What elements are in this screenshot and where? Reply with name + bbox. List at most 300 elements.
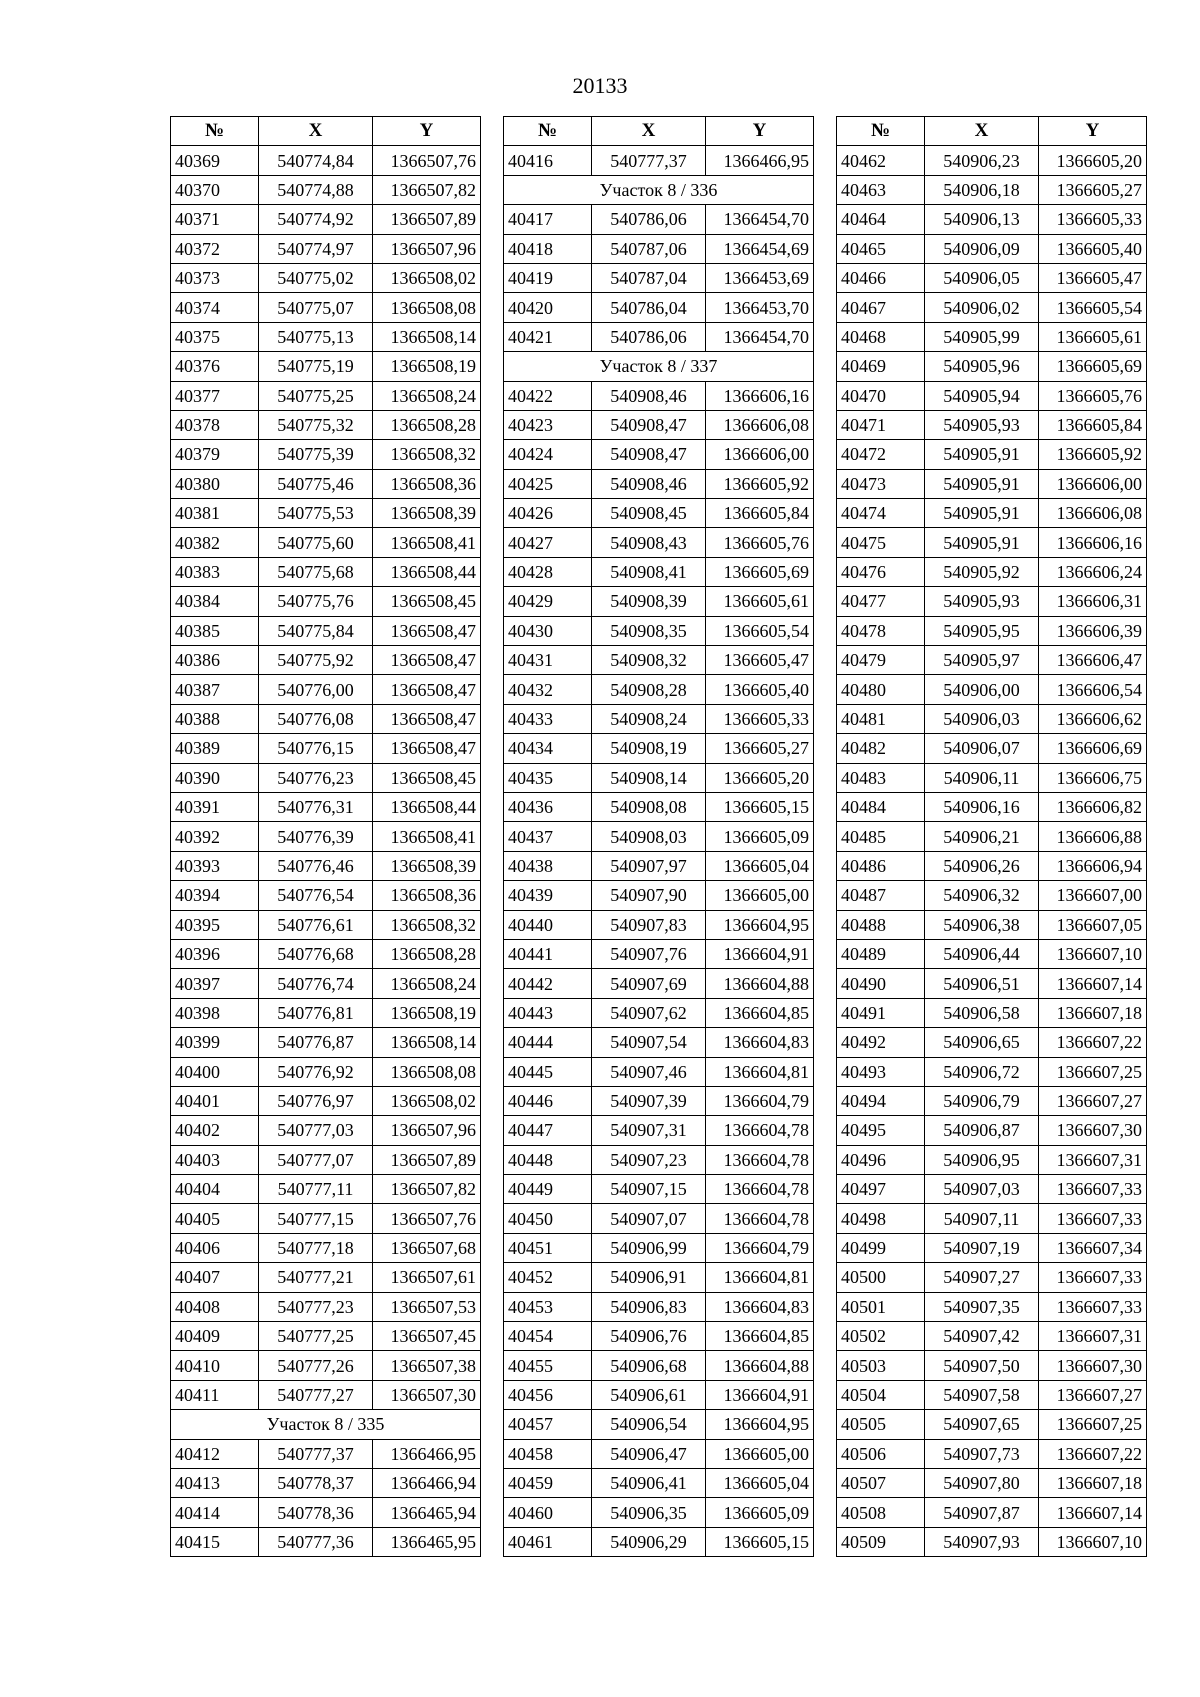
point-number-cell: 40426 (504, 499, 592, 528)
table-row (171, 616, 481, 645)
table-row (837, 1292, 1147, 1321)
table-row (171, 1292, 481, 1321)
x-coordinate-cell: 540907,50 (925, 1351, 1039, 1380)
table-row (837, 557, 1147, 586)
x-coordinate-cell: 540787,06 (592, 234, 706, 263)
y-coordinate-cell: 1366508,47 (373, 616, 481, 645)
point-number-cell: 40376 (171, 352, 259, 381)
table-row (171, 792, 481, 821)
x-coordinate-cell: 540776,54 (259, 881, 373, 910)
point-number-cell: 40387 (171, 675, 259, 704)
x-coordinate-cell: 540908,47 (592, 410, 706, 439)
table-row (837, 1028, 1147, 1057)
y-coordinate-cell: 1366508,44 (373, 792, 481, 821)
column-header-number: № (504, 117, 592, 146)
table-row (171, 763, 481, 792)
table-row (504, 881, 814, 910)
table-row (837, 822, 1147, 851)
x-coordinate-cell: 540776,39 (259, 822, 373, 851)
point-number-cell: 40505 (837, 1410, 925, 1439)
y-coordinate-cell: 1366605,33 (1039, 205, 1147, 234)
point-number-cell: 40412 (171, 1439, 259, 1468)
table-row (504, 1322, 814, 1351)
x-coordinate-cell: 540775,13 (259, 322, 373, 351)
point-number-cell: 40370 (171, 175, 259, 204)
table-row (171, 1028, 481, 1057)
y-coordinate-cell: 1366606,08 (706, 410, 814, 439)
y-coordinate-cell: 1366606,54 (1039, 675, 1147, 704)
x-coordinate-cell: 540905,99 (925, 322, 1039, 351)
point-number-cell: 40457 (504, 1410, 592, 1439)
point-number-cell: 40492 (837, 1028, 925, 1057)
x-coordinate-cell: 540907,46 (592, 1057, 706, 1086)
point-number-cell: 40371 (171, 205, 259, 234)
table-row (171, 293, 481, 322)
point-number-cell: 40373 (171, 263, 259, 292)
point-number-cell: 40445 (504, 1057, 592, 1086)
table-row (171, 381, 481, 410)
point-number-cell: 40420 (504, 293, 592, 322)
x-coordinate-cell: 540775,07 (259, 293, 373, 322)
point-number-cell: 40454 (504, 1322, 592, 1351)
y-coordinate-cell: 1366466,94 (373, 1468, 481, 1497)
x-coordinate-cell: 540908,39 (592, 587, 706, 616)
point-number-cell: 40385 (171, 616, 259, 645)
y-coordinate-cell: 1366604,81 (706, 1263, 814, 1292)
point-number-cell: 40430 (504, 616, 592, 645)
point-number-cell: 40495 (837, 1116, 925, 1145)
point-number-cell: 40409 (171, 1322, 259, 1351)
y-coordinate-cell: 1366605,47 (706, 646, 814, 675)
table-row (837, 792, 1147, 821)
y-coordinate-cell: 1366508,28 (373, 939, 481, 968)
point-number-cell: 40473 (837, 469, 925, 498)
table-row (504, 440, 814, 469)
point-number-cell: 40380 (171, 469, 259, 498)
y-coordinate-cell: 1366607,25 (1039, 1057, 1147, 1086)
point-number-cell: 40384 (171, 587, 259, 616)
y-coordinate-cell: 1366607,22 (1039, 1439, 1147, 1468)
point-number-cell: 40424 (504, 440, 592, 469)
point-number-cell: 40490 (837, 969, 925, 998)
y-coordinate-cell: 1366605,92 (706, 469, 814, 498)
x-coordinate-cell: 540907,07 (592, 1204, 706, 1233)
table-row (837, 1468, 1147, 1497)
y-coordinate-cell: 1366606,16 (1039, 528, 1147, 557)
table-header-row (171, 117, 481, 146)
x-coordinate-cell: 540906,32 (925, 881, 1039, 910)
table-row (504, 293, 814, 322)
table-row (837, 528, 1147, 557)
x-coordinate-cell: 540777,03 (259, 1116, 373, 1145)
x-coordinate-cell: 540906,83 (592, 1292, 706, 1321)
x-coordinate-cell: 540906,23 (925, 146, 1039, 175)
x-coordinate-cell: 540906,79 (925, 1086, 1039, 1115)
x-coordinate-cell: 540908,19 (592, 734, 706, 763)
table-row (171, 704, 481, 733)
y-coordinate-cell: 1366507,76 (373, 1204, 481, 1233)
point-number-cell: 40399 (171, 1028, 259, 1057)
point-number-cell: 40388 (171, 704, 259, 733)
y-coordinate-cell: 1366604,91 (706, 1380, 814, 1409)
column-header-number: № (171, 117, 259, 146)
x-coordinate-cell: 540908,45 (592, 499, 706, 528)
table-row (837, 410, 1147, 439)
table-row (504, 263, 814, 292)
y-coordinate-cell: 1366606,08 (1039, 499, 1147, 528)
y-coordinate-cell: 1366508,19 (373, 998, 481, 1027)
table-row (171, 1116, 481, 1145)
point-number-cell: 40446 (504, 1086, 592, 1115)
table-row (837, 293, 1147, 322)
y-coordinate-cell: 1366508,41 (373, 528, 481, 557)
y-coordinate-cell: 1366508,19 (373, 352, 481, 381)
column-header-x: X (592, 117, 706, 146)
y-coordinate-cell: 1366604,85 (706, 1322, 814, 1351)
section-row (171, 1410, 481, 1439)
x-coordinate-cell: 540907,65 (925, 1410, 1039, 1439)
point-number-cell: 40449 (504, 1175, 592, 1204)
table-header-row (837, 117, 1147, 146)
table-row (171, 1468, 481, 1497)
point-number-cell: 40462 (837, 146, 925, 175)
table-row (837, 704, 1147, 733)
point-number-cell: 40486 (837, 851, 925, 880)
point-number-cell: 40460 (504, 1498, 592, 1527)
point-number-cell: 40433 (504, 704, 592, 733)
section-title: Участок 8 / 337 (504, 352, 814, 381)
section-row (504, 175, 814, 204)
point-number-cell: 40483 (837, 763, 925, 792)
x-coordinate-cell: 540907,76 (592, 939, 706, 968)
table-row (504, 1498, 814, 1527)
point-number-cell: 40391 (171, 792, 259, 821)
table-row (504, 1439, 814, 1468)
table-row (837, 910, 1147, 939)
y-coordinate-cell: 1366508,08 (373, 293, 481, 322)
table-row (171, 1380, 481, 1409)
x-coordinate-cell: 540906,35 (592, 1498, 706, 1527)
table-row (171, 734, 481, 763)
y-coordinate-cell: 1366607,10 (1039, 939, 1147, 968)
y-coordinate-cell: 1366606,00 (706, 440, 814, 469)
x-coordinate-cell: 540776,87 (259, 1028, 373, 1057)
table-row (837, 1086, 1147, 1115)
y-coordinate-cell: 1366606,75 (1039, 763, 1147, 792)
table-row (837, 1351, 1147, 1380)
point-number-cell: 40476 (837, 557, 925, 586)
x-coordinate-cell: 540907,62 (592, 998, 706, 1027)
x-coordinate-cell: 540787,04 (592, 263, 706, 292)
table-row (837, 1439, 1147, 1468)
y-coordinate-cell: 1366605,04 (706, 1468, 814, 1497)
point-number-cell: 40414 (171, 1498, 259, 1527)
x-coordinate-cell: 540775,84 (259, 616, 373, 645)
point-number-cell: 40419 (504, 263, 592, 292)
point-number-cell: 40451 (504, 1233, 592, 1262)
x-coordinate-cell: 540786,04 (592, 293, 706, 322)
point-number-cell: 40497 (837, 1175, 925, 1204)
y-coordinate-cell: 1366508,36 (373, 881, 481, 910)
point-number-cell: 40374 (171, 293, 259, 322)
y-coordinate-cell: 1366605,61 (706, 587, 814, 616)
x-coordinate-cell: 540777,26 (259, 1351, 373, 1380)
table-row (504, 1410, 814, 1439)
y-coordinate-cell: 1366607,27 (1039, 1086, 1147, 1115)
x-coordinate-cell: 540905,91 (925, 469, 1039, 498)
y-coordinate-cell: 1366607,33 (1039, 1292, 1147, 1321)
point-number-cell: 40471 (837, 410, 925, 439)
table-row (171, 263, 481, 292)
x-coordinate-cell: 540907,90 (592, 881, 706, 910)
table-row (504, 1145, 814, 1174)
y-coordinate-cell: 1366508,14 (373, 322, 481, 351)
table-row (171, 175, 481, 204)
point-number-cell: 40389 (171, 734, 259, 763)
section-row (504, 352, 814, 381)
table-row (504, 234, 814, 263)
x-coordinate-cell: 540906,29 (592, 1527, 706, 1556)
point-number-cell: 40464 (837, 205, 925, 234)
y-coordinate-cell: 1366507,76 (373, 146, 481, 175)
y-coordinate-cell: 1366604,78 (706, 1116, 814, 1145)
y-coordinate-cell: 1366606,39 (1039, 616, 1147, 645)
y-coordinate-cell: 1366605,84 (1039, 410, 1147, 439)
table-row (504, 1116, 814, 1145)
table-row (504, 381, 814, 410)
table-header-row (504, 117, 814, 146)
y-coordinate-cell: 1366607,14 (1039, 1498, 1147, 1527)
table-row (504, 1527, 814, 1556)
x-coordinate-cell: 540774,88 (259, 175, 373, 204)
table-row (504, 969, 814, 998)
x-coordinate-cell: 540907,35 (925, 1292, 1039, 1321)
point-number-cell: 40436 (504, 792, 592, 821)
column-header-y: Y (1039, 117, 1147, 146)
table-row (837, 675, 1147, 704)
y-coordinate-cell: 1366605,04 (706, 851, 814, 880)
y-coordinate-cell: 1366508,28 (373, 410, 481, 439)
x-coordinate-cell: 540908,32 (592, 646, 706, 675)
x-coordinate-cell: 540908,35 (592, 616, 706, 645)
section-title: Участок 8 / 335 (171, 1410, 481, 1439)
y-coordinate-cell: 1366508,02 (373, 1086, 481, 1115)
point-number-cell: 40378 (171, 410, 259, 439)
point-number-cell: 40408 (171, 1292, 259, 1321)
point-number-cell: 40382 (171, 528, 259, 557)
table-row (171, 1175, 481, 1204)
table-row (171, 822, 481, 851)
table-row (504, 646, 814, 675)
x-coordinate-cell: 540906,99 (592, 1233, 706, 1262)
table-row (837, 1498, 1147, 1527)
x-coordinate-cell: 540906,61 (592, 1380, 706, 1409)
x-coordinate-cell: 540906,65 (925, 1028, 1039, 1057)
table-row (504, 675, 814, 704)
point-number-cell: 40493 (837, 1057, 925, 1086)
point-number-cell: 40502 (837, 1322, 925, 1351)
table-row (171, 969, 481, 998)
y-coordinate-cell: 1366507,89 (373, 1145, 481, 1174)
point-number-cell: 40507 (837, 1468, 925, 1497)
point-number-cell: 40421 (504, 322, 592, 351)
y-coordinate-cell: 1366605,54 (1039, 293, 1147, 322)
x-coordinate-cell: 540907,83 (592, 910, 706, 939)
column-header-x: X (259, 117, 373, 146)
table-row (504, 1204, 814, 1233)
table-row (504, 1351, 814, 1380)
table-row (504, 1292, 814, 1321)
y-coordinate-cell: 1366508,41 (373, 822, 481, 851)
table-row (171, 939, 481, 968)
x-coordinate-cell: 540775,46 (259, 469, 373, 498)
table-row (504, 528, 814, 557)
x-coordinate-cell: 540777,27 (259, 1380, 373, 1409)
x-coordinate-cell: 540907,54 (592, 1028, 706, 1057)
table-row (504, 998, 814, 1027)
x-coordinate-cell: 540908,14 (592, 763, 706, 792)
x-coordinate-cell: 540908,46 (592, 381, 706, 410)
table-row (171, 234, 481, 263)
x-coordinate-cell: 540906,02 (925, 293, 1039, 322)
point-number-cell: 40465 (837, 234, 925, 263)
point-number-cell: 40461 (504, 1527, 592, 1556)
x-coordinate-cell: 540906,51 (925, 969, 1039, 998)
x-coordinate-cell: 540907,80 (925, 1468, 1039, 1497)
y-coordinate-cell: 1366507,30 (373, 1380, 481, 1409)
table-row (504, 587, 814, 616)
point-number-cell: 40481 (837, 704, 925, 733)
point-number-cell: 40509 (837, 1527, 925, 1556)
x-coordinate-cell: 540777,21 (259, 1263, 373, 1292)
point-number-cell: 40458 (504, 1439, 592, 1468)
point-number-cell: 40437 (504, 822, 592, 851)
y-coordinate-cell: 1366607,25 (1039, 1410, 1147, 1439)
point-number-cell: 40422 (504, 381, 592, 410)
y-coordinate-cell: 1366606,88 (1039, 822, 1147, 851)
table-row (837, 1527, 1147, 1556)
point-number-cell: 40407 (171, 1263, 259, 1292)
point-number-cell: 40440 (504, 910, 592, 939)
x-coordinate-cell: 540777,37 (259, 1439, 373, 1468)
y-coordinate-cell: 1366606,94 (1039, 851, 1147, 880)
y-coordinate-cell: 1366604,78 (706, 1204, 814, 1233)
table-row (837, 175, 1147, 204)
point-number-cell: 40439 (504, 881, 592, 910)
y-coordinate-cell: 1366607,31 (1039, 1322, 1147, 1351)
y-coordinate-cell: 1366507,82 (373, 175, 481, 204)
point-number-cell: 40479 (837, 646, 925, 675)
x-coordinate-cell: 540777,36 (259, 1527, 373, 1556)
table-row (837, 1233, 1147, 1262)
y-coordinate-cell: 1366454,69 (706, 234, 814, 263)
table-row (504, 205, 814, 234)
x-coordinate-cell: 540906,72 (925, 1057, 1039, 1086)
x-coordinate-cell: 540776,68 (259, 939, 373, 968)
x-coordinate-cell: 540907,15 (592, 1175, 706, 1204)
y-coordinate-cell: 1366508,02 (373, 263, 481, 292)
x-coordinate-cell: 540777,07 (259, 1145, 373, 1174)
point-number-cell: 40450 (504, 1204, 592, 1233)
point-number-cell: 40506 (837, 1439, 925, 1468)
y-coordinate-cell: 1366607,00 (1039, 881, 1147, 910)
y-coordinate-cell: 1366604,81 (706, 1057, 814, 1086)
point-number-cell: 40480 (837, 675, 925, 704)
point-number-cell: 40466 (837, 263, 925, 292)
table-row (837, 939, 1147, 968)
table-row (171, 528, 481, 557)
y-coordinate-cell: 1366508,45 (373, 587, 481, 616)
table-row (837, 1263, 1147, 1292)
point-number-cell: 40416 (504, 146, 592, 175)
table-row (837, 322, 1147, 351)
point-number-cell: 40403 (171, 1145, 259, 1174)
point-number-cell: 40398 (171, 998, 259, 1027)
point-number-cell: 40432 (504, 675, 592, 704)
table-row (504, 1263, 814, 1292)
x-coordinate-cell: 540906,54 (592, 1410, 706, 1439)
y-coordinate-cell: 1366453,69 (706, 263, 814, 292)
point-number-cell: 40372 (171, 234, 259, 263)
y-coordinate-cell: 1366508,24 (373, 969, 481, 998)
point-number-cell: 40418 (504, 234, 592, 263)
y-coordinate-cell: 1366605,20 (706, 763, 814, 792)
point-number-cell: 40496 (837, 1145, 925, 1174)
table-row (171, 469, 481, 498)
x-coordinate-cell: 540774,92 (259, 205, 373, 234)
y-coordinate-cell: 1366604,85 (706, 998, 814, 1027)
x-coordinate-cell: 540907,73 (925, 1439, 1039, 1468)
y-coordinate-cell: 1366605,40 (706, 675, 814, 704)
y-coordinate-cell: 1366508,36 (373, 469, 481, 498)
y-coordinate-cell: 1366607,05 (1039, 910, 1147, 939)
y-coordinate-cell: 1366606,00 (1039, 469, 1147, 498)
y-coordinate-cell: 1366607,14 (1039, 969, 1147, 998)
y-coordinate-cell: 1366605,15 (706, 792, 814, 821)
y-coordinate-cell: 1366465,95 (373, 1527, 481, 1556)
table-row (504, 322, 814, 351)
x-coordinate-cell: 540776,08 (259, 704, 373, 733)
y-coordinate-cell: 1366607,18 (1039, 1468, 1147, 1497)
table-row (504, 734, 814, 763)
y-coordinate-cell: 1366606,16 (706, 381, 814, 410)
x-coordinate-cell: 540775,19 (259, 352, 373, 381)
x-coordinate-cell: 540776,00 (259, 675, 373, 704)
point-number-cell: 40469 (837, 352, 925, 381)
table-row (171, 557, 481, 586)
y-coordinate-cell: 1366605,00 (706, 1439, 814, 1468)
y-coordinate-cell: 1366605,47 (1039, 263, 1147, 292)
point-number-cell: 40413 (171, 1468, 259, 1497)
y-coordinate-cell: 1366507,45 (373, 1322, 481, 1351)
x-coordinate-cell: 540905,93 (925, 587, 1039, 616)
point-number-cell: 40428 (504, 557, 592, 586)
point-number-cell: 40411 (171, 1380, 259, 1409)
point-number-cell: 40383 (171, 557, 259, 586)
x-coordinate-cell: 540906,05 (925, 263, 1039, 292)
y-coordinate-cell: 1366604,78 (706, 1145, 814, 1174)
point-number-cell: 40467 (837, 293, 925, 322)
y-coordinate-cell: 1366453,70 (706, 293, 814, 322)
table-row (504, 1468, 814, 1497)
table-row (837, 1057, 1147, 1086)
x-coordinate-cell: 540906,11 (925, 763, 1039, 792)
y-coordinate-cell: 1366607,27 (1039, 1380, 1147, 1409)
table-row (171, 499, 481, 528)
y-coordinate-cell: 1366508,47 (373, 704, 481, 733)
point-number-cell: 40487 (837, 881, 925, 910)
x-coordinate-cell: 540907,11 (925, 1204, 1039, 1233)
